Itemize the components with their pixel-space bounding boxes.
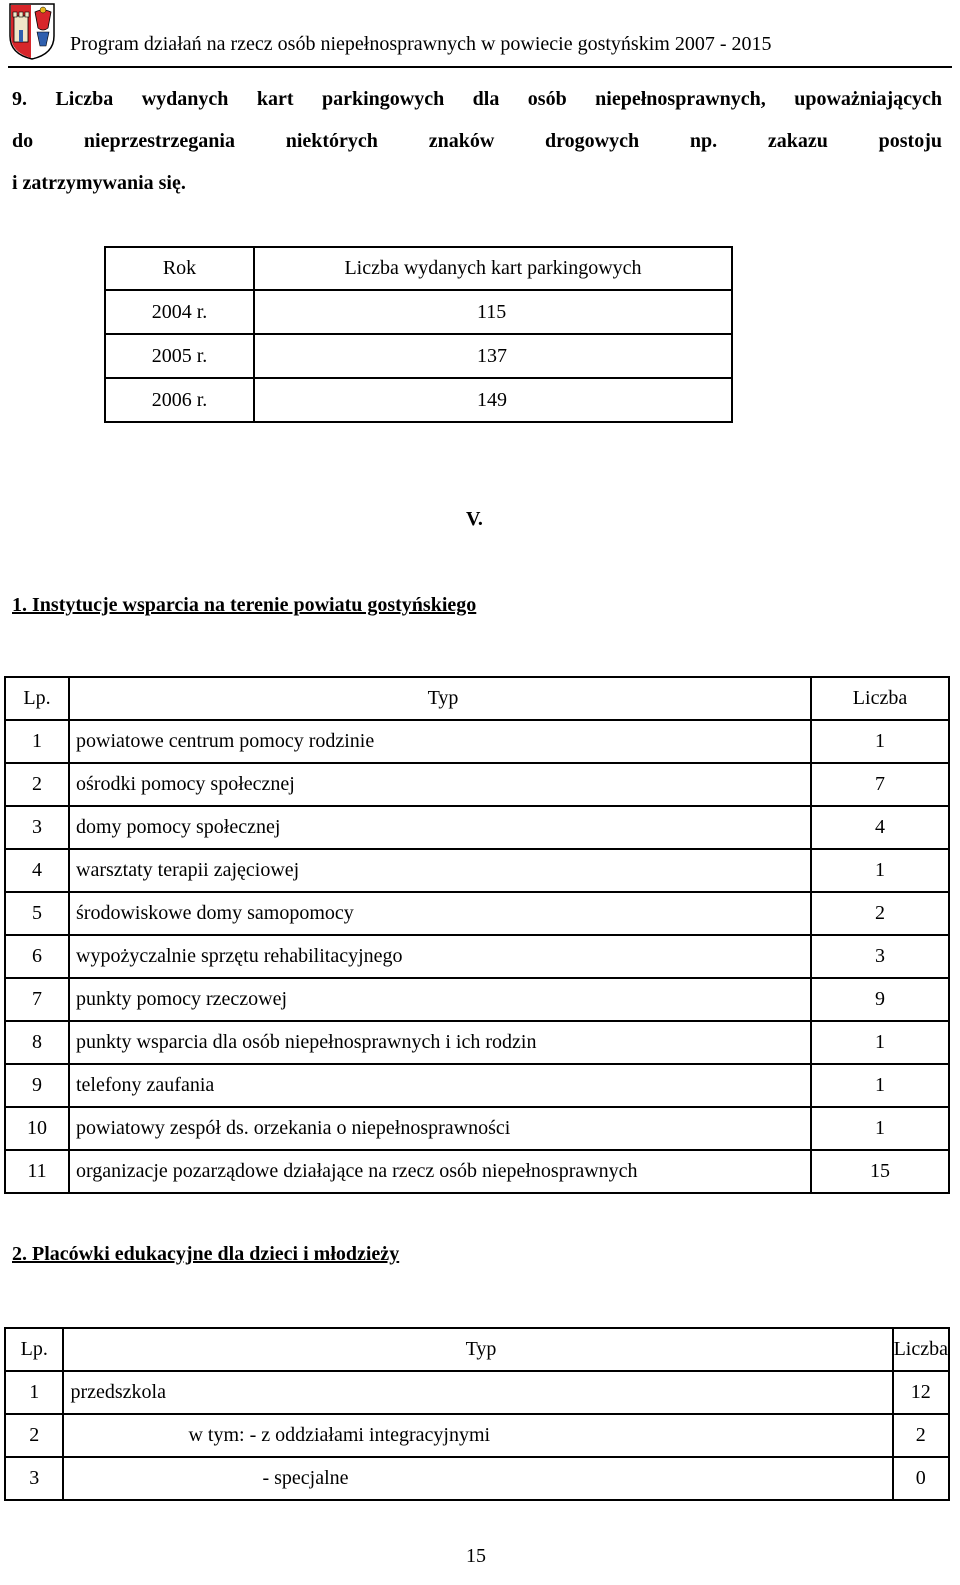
column-header-count: Liczba wydanych kart parkingowych (254, 247, 732, 290)
column-header-count: Liczba (811, 677, 949, 720)
lp-cell: 7 (5, 978, 69, 1021)
section-9-line-3: i zatrzymywania się. (12, 172, 186, 194)
column-header-lp: Lp. (5, 677, 69, 720)
type-cell: powiatowe centrum pomocy rodzinie (69, 720, 811, 763)
table-row (5, 1107, 949, 1150)
lp-cell: 4 (5, 849, 69, 892)
table-header-row (105, 247, 732, 290)
type-cell: punkty wsparcia dla osób niepełnosprawnych i ich rodzin (69, 1021, 811, 1064)
column-header-lp: Lp. (5, 1328, 63, 1371)
lp-cell: 5 (5, 892, 69, 935)
lp-cell: 8 (5, 1021, 69, 1064)
type-cell: organizacje pozarządowe działające na rzecz osób niepełnosprawnych (69, 1150, 811, 1193)
count-cell: 1 (811, 1107, 949, 1150)
type-cell: powiatowy zespół ds. orzekania o niepełnosprawności (69, 1107, 811, 1150)
lp-cell: 3 (5, 1457, 63, 1500)
column-header-type: Typ (63, 1328, 892, 1371)
count-cell: 2 (893, 1414, 949, 1457)
year-cell: 2006 r. (105, 378, 254, 422)
chapter-number: V. (466, 508, 483, 530)
count-cell: 1 (811, 720, 949, 763)
count-cell: 137 (254, 334, 732, 378)
table-row (5, 1371, 949, 1414)
coat-of-arms-logo (8, 2, 56, 60)
count-cell: 115 (254, 290, 732, 334)
education-facilities-table (4, 1327, 950, 1501)
count-cell: 0 (893, 1457, 949, 1500)
type-cell: ośrodki pomocy społecznej (69, 763, 811, 806)
lp-cell: 2 (5, 1414, 63, 1457)
count-cell: 4 (811, 806, 949, 849)
table-row (5, 978, 949, 1021)
table-row (5, 1150, 949, 1193)
section-9-line-2: do nieprzestrzegania niektórych znaków drogowych np. zakazu postoju (12, 130, 942, 152)
column-header-type: Typ (69, 677, 811, 720)
table-row (105, 334, 732, 378)
table-row (5, 1457, 949, 1500)
page-number: 15 (466, 1545, 486, 1567)
table-header-row (5, 1328, 949, 1371)
table-row (5, 720, 949, 763)
section-v2-heading: 2. Placówki edukacyjne dla dzieci i młodzieży (12, 1243, 400, 1265)
count-cell: 1 (811, 1021, 949, 1064)
type-cell: punkty pomocy rzeczowej (69, 978, 811, 1021)
type-cell: domy pomocy społecznej (69, 806, 811, 849)
column-header-count: Liczba (893, 1328, 949, 1371)
lp-cell: 2 (5, 763, 69, 806)
count-cell: 1 (811, 1064, 949, 1107)
type-cell: - specjalne (63, 1457, 892, 1500)
table-row (5, 849, 949, 892)
column-header-year: Rok (105, 247, 254, 290)
type-cell: przedszkola (63, 1371, 892, 1414)
section-v1-heading: 1. Instytucje wsparcia na terenie powiatu gostyńskiego (12, 594, 477, 616)
table-header-row (5, 677, 949, 720)
year-cell: 2004 r. (105, 290, 254, 334)
type-cell: warsztaty terapii zajęciowej (69, 849, 811, 892)
lp-cell: 11 (5, 1150, 69, 1193)
lp-cell: 6 (5, 935, 69, 978)
type-cell: w tym: - z oddziałami integracyjnymi (63, 1414, 892, 1457)
parking-cards-table (104, 246, 733, 423)
lp-cell: 3 (5, 806, 69, 849)
type-cell: telefony zaufania (69, 1064, 811, 1107)
support-institutions-table (4, 676, 950, 1194)
lp-cell: 1 (5, 720, 69, 763)
table-row (5, 806, 949, 849)
table-row (5, 892, 949, 935)
table-row (5, 935, 949, 978)
header-title: Program działań na rzecz osób niepełnosprawnych w powiecie gostyńskim 2007 - 2015 (70, 33, 772, 55)
count-cell: 1 (811, 849, 949, 892)
section-9-line-1: 9. Liczba wydanych kart parkingowych dla osób niepełnosprawnych, upoważniających (12, 88, 942, 110)
table-row (5, 1414, 949, 1457)
count-cell: 149 (254, 378, 732, 422)
count-cell: 7 (811, 763, 949, 806)
count-cell: 9 (811, 978, 949, 1021)
count-cell: 3 (811, 935, 949, 978)
count-cell: 15 (811, 1150, 949, 1193)
table-row (5, 1064, 949, 1107)
year-cell: 2005 r. (105, 334, 254, 378)
lp-cell: 1 (5, 1371, 63, 1414)
table-row (105, 290, 732, 334)
type-cell: środowiskowe domy samopomocy (69, 892, 811, 935)
type-cell: wypożyczalnie sprzętu rehabilitacyjnego (69, 935, 811, 978)
table-row (5, 763, 949, 806)
lp-cell: 9 (5, 1064, 69, 1107)
table-row (105, 378, 732, 422)
section-9-heading (12, 78, 942, 162)
header-divider (8, 66, 952, 68)
count-cell: 2 (811, 892, 949, 935)
lp-cell: 10 (5, 1107, 69, 1150)
count-cell: 12 (893, 1371, 949, 1414)
table-row (5, 1021, 949, 1064)
